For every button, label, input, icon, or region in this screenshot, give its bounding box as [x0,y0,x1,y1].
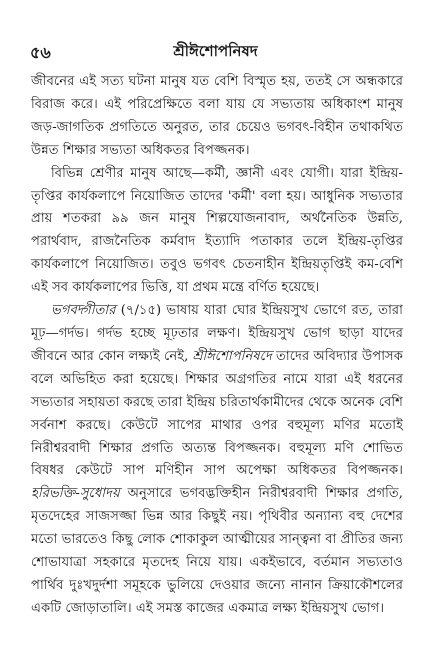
book-title-isopanisad: শ্রীঈশোপনিষদে [192,348,272,364]
paragraph-3-text-c: অনুসারে ভগবদ্ভক্তিহীন নিরীশ্বরবাদী শিক্ষার প্রগতি, মৃতদেহের সাজসজ্জা ভিন্ন আর কিছুই নয়। পৃথিবীর অন্যান্য বহু দেশের মতো ভারতেও কিছু লোক শোকাকুল আত্মীয়ের সান্ত্বনা বা প্রীতির জন্য শোভাযাত্রা সহকারে মৃতদেহ নিয়ে যায়। একইভাবে, বর্তমান সভ্যতাও পার্থিব দুঃখদুর্দশা সমূহকে ভুলিয়ে দেওয়ার জন্যে নানান ক্রিয়াকৌশলের একটি জোড়াতালি। এই সমস্ত কাজের একমাত্র লক্ষ্য ইন্দ্রিয়সুখ ভোগ। [31,486,403,616]
book-title-gita: ভগবদ্গীতার [51,303,116,319]
book-title-haribhakti: হরিভক্তি-সুধোদয় [31,486,120,502]
paragraph-3-text-b: তাদের অবিদ্যার উপাসক বলে অভিহিত করা হয়েছে। শিক্ষার অগ্রগতির নামে যারা এই ধরনের সভ্যতার সহায়তা করছে তারা ইন্দ্রিয় চরিতার্থকামীদের থেকে অনেক বেশি সর্বনাশ করছে। কেউটে সাপের মাথার ওপর বহুমূল্য মণির মতোই নিরীশ্বরবাদী শিক্ষার প্রগতি অত্যন্ত বিপজ্জনক। বহুমূল্য মণি শোভিত বিষধর কেউটে সাপ মণিহীন সাপ অপেক্ষা অধিকতর বিপজ্জনক। [31,348,403,479]
paragraph-1 [31,71,403,163]
page-number: ৫৬ [30,43,51,62]
paragraph-1-text: জীবনের এই সত্য ঘটনা মানুষ যত বেশি বিস্মৃত হয়, ততই সে অন্ধকারে বিরাজ করে। এই পরিপ্রেক্ষিতে বলা যায় যে সভ্যতায় অধিকাংশ মানুষ জড়-জাগতিক প্রগতিতে অনুরত, তার চেয়েও ভগবৎ-বিহীন তথাকথিত উন্নত শিক্ষার সভ্যতা অধিকতর বিপজ্জনক। [31,74,403,158]
page-header [24,40,407,60]
body-text [31,71,403,621]
paragraph-3 [31,300,403,621]
paragraph-3-text-a: (৭/১৫) ভাষায় যারা ঘোর ইন্দ্রিয়সুখ ভোগে রত, তারা মূঢ়—গর্দভ। গর্দভ হচ্ছে মূঢ়তার লক্ষণ। ইন্দ্রিয়সুখ ভোগ ছাড়া যাদের জীবনে আর কোন লক্ষ্যই নেই, [31,303,403,364]
paragraph-2-text: বিভিন্ন শ্রেণীর মানুষ আছে—কর্মী, জ্ঞানী এবং যোগী। যারা ইন্দ্রিয়-তৃপ্তির কার্যকলাপে নিয়োজিত তাদের 'কর্মী' বলা হয়। আধুনিক সভ্যতার প্রায় শতকরা ৯৯ জন মানুষ শিল্পযোজনাবাদ, অর্থনৈতিক উন্নতি, পরার্থবাদ, রাজনৈতিক কর্মবাদ ইত্যাদি পতাকার তলে ইন্দ্রিয়-তৃপ্তির কার্যকলাপে নিয়োজিত। তবুও ভগবৎ চেতনাহীন ইন্দ্রিয়তৃপ্তিই কম-বেশি এই সব কার্যকলাপের ভিত্তি, যা প্রথম মন্ত্রে বর্ণিত হয়েছে। [31,165,403,296]
paragraph-2 [31,163,403,300]
running-title: শ্রীঈশোপনিষদ [173,42,258,60]
